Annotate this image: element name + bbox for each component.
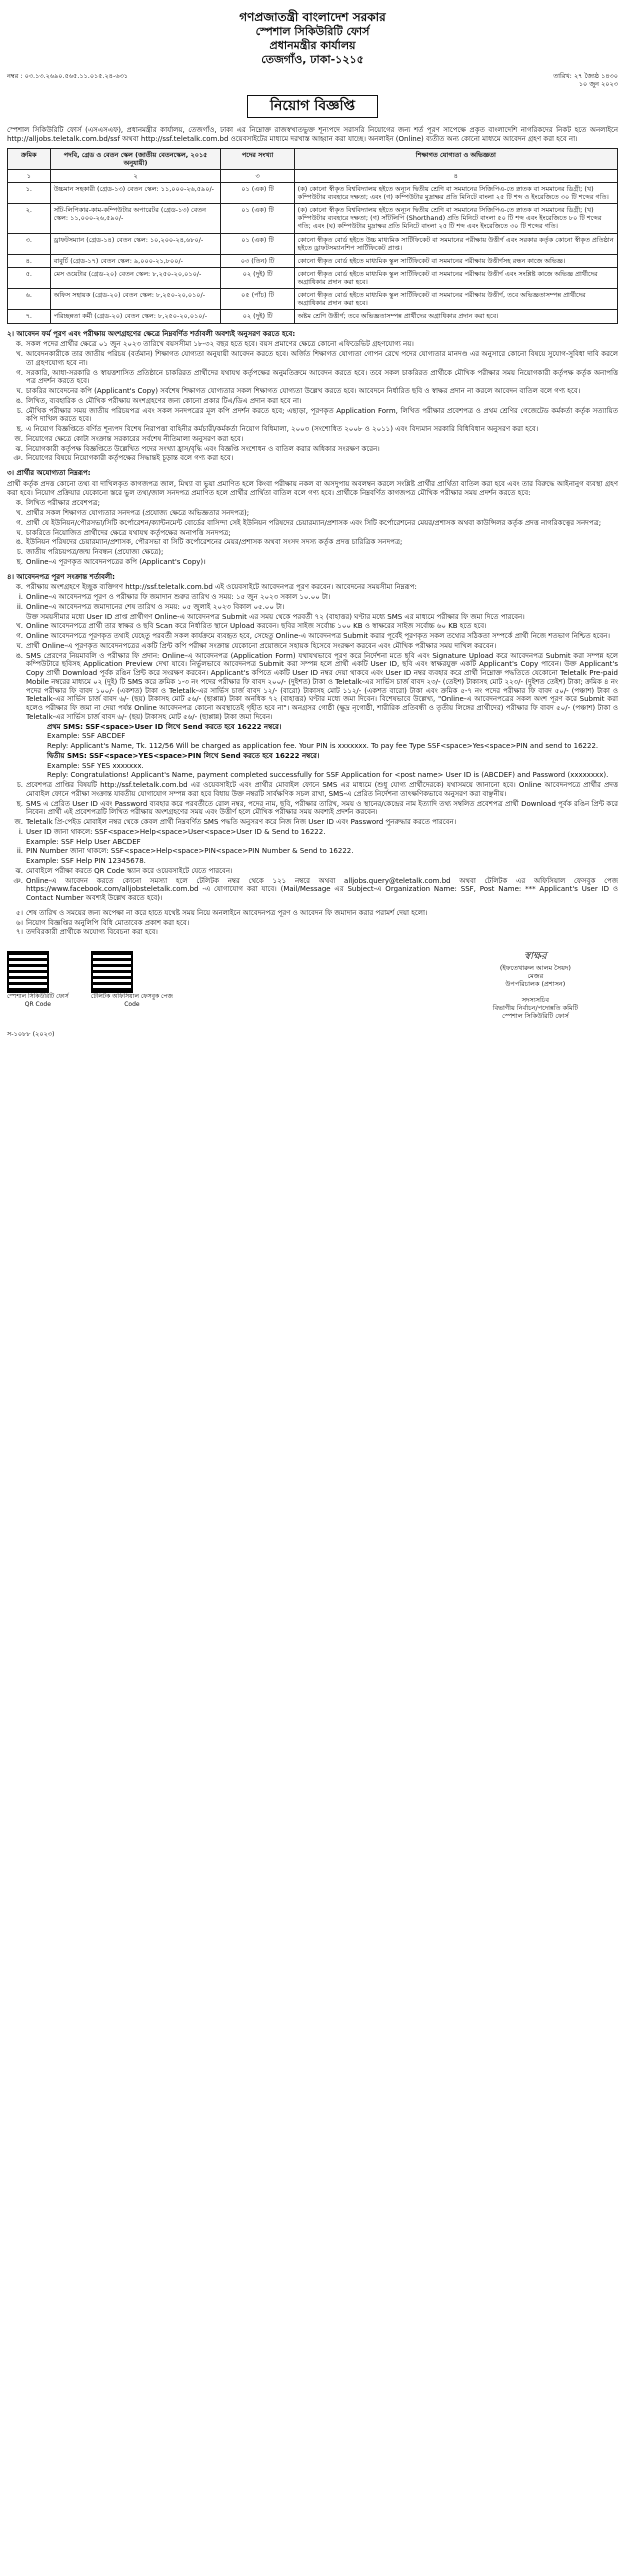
table-row bbox=[8, 310, 618, 323]
item-text: মৌখিক পরীক্ষার সময় জাতীয় পরিচয়পত্র এবং সকল সনদপত্রের মূল কপি প্রদর্শন করতে হবে; এছাড়া, পূরণকৃত Application Form, লিখিত পরীক্ষার প্রবেশপত্র ও প্রথম শ্রেণির গেজেটেড কর্মকর্তা কর্তৃক সত্যায়িত কপি দাখিল করতে হবে। bbox=[26, 406, 618, 424]
list-item bbox=[7, 632, 618, 641]
item-marker: i. bbox=[18, 827, 23, 836]
item-marker: ঘ. bbox=[16, 528, 23, 537]
post-cell: উচ্চমান সহকারী (গ্রেড-১৩) বেতন স্কেল: ১১,০০০-২৬,৫৯০/- bbox=[50, 182, 221, 203]
item-text: Online আবেদনপত্রে প্রার্থী তার স্বাক্ষর ও ছবি Scan করে নির্ধারিত স্থানে Upload করবেন। ছবির সাইজ সর্বোচ্চ ১০০ KB ও স্বাক্ষরের সাইজ সর্বোচ্চ ৬০ KB হতে হবে। bbox=[26, 622, 487, 631]
item-marker: ক. bbox=[15, 583, 23, 592]
notice-title: নিয়োগ বিজ্ঞপ্তি bbox=[247, 95, 378, 119]
item-marker: জ. bbox=[14, 818, 23, 826]
qr-caption: স্পেশাল সিকিউরিটি ফোর্স bbox=[7, 993, 69, 1000]
list-item bbox=[7, 340, 618, 349]
section-title: আবেদনপত্র পূরণ সংক্রান্ত শর্তাবলী: bbox=[16, 572, 115, 581]
signature-scribble: স্বাক্ষর bbox=[524, 951, 547, 962]
list-item bbox=[7, 583, 618, 592]
serial-cell: ৭. bbox=[8, 310, 51, 323]
serial-cell: ৬. bbox=[8, 289, 51, 310]
qr-codes bbox=[7, 951, 193, 1008]
qualification-cell: কোনো স্বীকৃত বোর্ড হইতে মাধ্যমিক স্কুল সার্টিফিকেট বা সমমানের পরীক্ষায় উত্তীর্ণসহ রন্ধন কাজে অভিজ্ঞ। bbox=[294, 254, 617, 267]
list-item bbox=[7, 867, 618, 876]
section-number: ৪। bbox=[7, 572, 15, 581]
item-text: Teletalk প্রি-পেইড মোবাইল নম্বর থেকে কেবল প্রার্থী নিম্নবর্ণিত SMS পদ্ধতি অনুসরণ করে নিজ নিজ User ID এবং Password পুনরুদ্ধার করতে পারবেন। bbox=[26, 818, 457, 826]
committee-name: বিভাগীয় নির্বাচন/পদোন্নতি কমিটি bbox=[492, 1004, 578, 1012]
list-item bbox=[7, 499, 618, 508]
col-header-count: পদের সংখ্যা bbox=[221, 148, 294, 169]
qr-block bbox=[91, 951, 173, 1008]
item-text: Online-এ আবেদনপত্র জমাদানের শেষ তারিখ ও সময়: ০৫ জুলাই ২০২৩ বিকাল ০৫.০০ টা। bbox=[26, 602, 285, 611]
list-item bbox=[7, 877, 618, 903]
list-item bbox=[7, 613, 618, 622]
section-3-heading bbox=[7, 469, 618, 478]
item-marker: ৭। bbox=[15, 928, 23, 937]
item-text: চাকরির আবেদনের কপি (Applicant's Copy) সর্বশেষ শিক্ষাগত যোগ্যতার সকল শিক্ষাগত যোগ্যতা উল্লেখ করতে হবে। আবেদনে নির্ধারিত ছবি ও স্বাক্ষর প্রদান না করলে আবেদন বাতিল বলে গণ্য হবে। bbox=[26, 387, 581, 395]
list-item bbox=[7, 435, 618, 444]
list-item bbox=[7, 847, 618, 856]
serial-cell: ৪. bbox=[8, 254, 51, 267]
list-item bbox=[7, 642, 618, 651]
item-marker: জ. bbox=[14, 434, 23, 443]
item-text: সরকারি, আধা-সরকারি ও স্বায়ত্তশাসিত প্রতিষ্ঠানে চাকরিরত প্রার্থীদের যথাযথ কর্তৃপক্ষের অনুমতিক্রমে আবেদন করতে হবে। তবে সকল চাকরিরত প্রার্থীকে মৌখিক পরীক্ষার সময় নিয়োগকারী কর্তৃপক্ষ কর্তৃক অনাপত্তি পত্র প্রদর্শন করতে হবে। bbox=[26, 368, 618, 386]
item-marker: ঘ. bbox=[16, 387, 23, 395]
list-item bbox=[7, 407, 618, 425]
sms-line: Example: SSF YES xxxxxxx. bbox=[47, 761, 144, 770]
item-marker: ঙ. bbox=[15, 651, 23, 660]
item-text: Example: SSF Help PIN 12345678. bbox=[26, 857, 146, 865]
item-text: চাকরিতে নিয়োজিত প্রার্থীদের ক্ষেত্রে যথাযথ কর্তৃপক্ষের অনাপত্তি সনদপত্র; bbox=[26, 528, 231, 537]
sms-instructions bbox=[7, 723, 618, 781]
item-text: নিয়োগকারী কর্তৃপক্ষ বিজ্ঞপ্তিতে উল্লেখিত পদের সংখ্যা হ্রাস/বৃদ্ধি এবং বিজ্ঞপ্তি সংশোধন ও বাতিল করার অধিকার সংরক্ষণ করেন। bbox=[26, 444, 380, 453]
post-cell: বাবুর্চি (গ্রেড-১৭) বেতন স্কেল: ৯,০০০-২১,৮০০/- bbox=[50, 254, 221, 267]
list-item bbox=[7, 818, 618, 827]
section-3 bbox=[7, 469, 618, 567]
qualification-cell: (ক) কোনো স্বীকৃত বিশ্ববিদ্যালয় হইতে অন্যূন দ্বিতীয় শ্রেণি বা সমমানের সিজিপিএ-তে স্নাতক বা সমমানের ডিগ্রী; (খ) কম্পিউটার ব্যবহারে দক্ষতা; (গ) সাঁটলিপি (Shorthand) প্রতি মিনিটে বাংলা ৫০ টি শব্দ এবং ইংরেজিতে ৮০ টি শব্দের গতি; এবং (ঘ) কম্পিউটার মুদ্রাক্ষর প্রতি মিনিটে বাংলা ২৫ টি শব্দ এবং ইংরেজিতে ৩০ টি শব্দের গতি। bbox=[294, 204, 617, 233]
item-marker: চ. bbox=[16, 406, 23, 415]
serial-cell: ৫. bbox=[8, 267, 51, 288]
count-cell: ০৫ (পাঁচ) টি bbox=[221, 289, 294, 310]
item-text: প্রার্থী যে ইউনিয়ন/পৌরসভা/সিটি কর্পোরেশন/ক্যান্টনমেন্ট বোর্ডের বাসিন্দা সেই ইউনিয়ন পরিষদের চেয়ারম্যান/প্রশাসক এবং সিটি কর্পোরেশনের মেয়র/প্রশাসক অথবা কাউন্সিলর কর্তৃক প্রদত্ত নাগরিকত্বের সনদপত্র; bbox=[26, 518, 602, 527]
item-text: এ নিয়োগ বিজ্ঞপ্তিতে বর্ণিত শূন্যপদ বিশেষ নিরাপত্তা বাহিনীর কর্মচারী/কর্মকর্তা নিয়োগ বিধিমালা, ২০০৩ (সংশোধিত ২০০৮ ও ২০১১) এবং বিদ্যমান সরকারি বিধিবিধান অনুসরণ করা হবে। bbox=[26, 425, 539, 433]
signatory-org: স্পেশাল সিকিউরিটি ফোর্স bbox=[501, 1012, 569, 1021]
item-marker: খ. bbox=[16, 509, 23, 517]
qualification-cell: কোনো স্বীকৃত বোর্ড হইতে মাধ্যমিক স্কুল সার্টিফিকেট বা সমমানের পরীক্ষায় উত্তীর্ণ এবং সংশ্লিষ্ট কাজে অভিজ্ঞ প্রার্থীদের অগ্রাধিকার প্রদান করা হবে। bbox=[294, 267, 617, 288]
column-number-row bbox=[8, 169, 618, 182]
item-text: Online-এ আবেদন করতে কোনো সমস্যা হলে টেলিটক নম্বর থেকে ১২১ নম্বরে অথবা alljobs.query@teletalk.com.bd অথবা টেলিটক এর অফিসিয়াল ফেসবুক পেজ https://www.facebook.com/alljobsteletalk.com.bd -এ যোগাযোগ করা যাবে। (Mail/Message এর Subject-এ Organization Name: SSF, Post Name: *** Applicant's User ID ও Contact Number অবশ্যই উল্লেখ করতে হবে)। bbox=[26, 876, 618, 902]
serial-cell: ৩. bbox=[8, 233, 51, 254]
list-item bbox=[7, 397, 618, 406]
item-marker: ক. bbox=[15, 499, 23, 508]
item-marker bbox=[7, 613, 23, 622]
list-item bbox=[7, 529, 618, 538]
col-header-serial: ক্রমিক bbox=[8, 148, 51, 169]
signature-block bbox=[493, 951, 578, 1020]
item-text: PIN Number জানা থাকলে: SSF<space>Help<space>PIN<space>PIN Number & Send to 16222. bbox=[26, 847, 354, 856]
list-item bbox=[7, 928, 618, 937]
item-marker: চ. bbox=[16, 548, 23, 556]
item-marker: খ. bbox=[16, 350, 23, 358]
section-number: ২। bbox=[7, 329, 15, 338]
item-marker: গ. bbox=[16, 632, 23, 640]
qualification-cell: (ক) কোনো স্বীকৃত বিশ্ববিদ্যালয় হইতে অন্যূন দ্বিতীয় শ্রেণি বা সমমানের সিজিপিএ-তে স্নাতক বা সমমানের ডিগ্রী; (খ) কম্পিউটার ব্যবহারে দক্ষতা; এবং (গ) কম্পিউটার মুদ্রাক্ষর প্রতি মিনিটে বাংলা ২৫ টি শব্দ ও ইংরেজিতে ৩০ টি শব্দের গতি। bbox=[294, 182, 617, 203]
sms-line: Example: SSF ABCDEF bbox=[47, 732, 126, 741]
footer-area bbox=[7, 951, 618, 1020]
col-number: ৩ bbox=[221, 169, 294, 182]
qr-block bbox=[7, 951, 69, 1008]
item-marker: গ. bbox=[16, 368, 23, 377]
post-cell: অফিস সহায়ক (গ্রেড-২০) বেতন স্কেল: ৮,২৫০-২০,০১০/- bbox=[50, 289, 221, 310]
post-cell: সাঁট-লিপিকার-কাম-কম্পিউটার অপারেটর (গ্রেড-১৩) বেতন স্কেল: ১১,০০০-২৬,৫৯০/- bbox=[50, 204, 221, 233]
table-row bbox=[8, 182, 618, 203]
signatory-role: উপপরিচালক (প্রশাসন) bbox=[505, 979, 566, 988]
item-text: Online-এ আবেদনপত্র পূরণ ও পরীক্ষার ফি জমাদান শুরুর তারিখ ও সময়: ১৫ জুন ২০২৩ সকাল ১০.০০ টা। bbox=[26, 593, 331, 601]
count-cell: ০১ (এক) টি bbox=[221, 233, 294, 254]
list-item bbox=[7, 919, 618, 928]
table-row bbox=[8, 267, 618, 288]
list-item bbox=[7, 548, 618, 557]
list-item bbox=[7, 781, 618, 799]
office-name: প্রধানমন্ত্রীর কার্যালয় bbox=[269, 38, 356, 52]
section-title: আবেদন ফর্ম পূরণ এবং পরীক্ষায় অংশগ্রহণের ক্ষেত্রে নিম্নবর্ণিত শর্তাবলী অবশ্যই অনুসরণ করতে হবে: bbox=[16, 329, 296, 338]
table-row bbox=[8, 254, 618, 267]
sms-line: Reply: Applicant's Name, Tk. 112/56 Will be charged as application fee. Your PIN is xxxxxxx. To pay fee Type SSF<space>Yes<space>PIN and send to 16222. bbox=[47, 742, 599, 750]
qr-code-icon[interactable] bbox=[91, 951, 133, 993]
item-text: Online-এ পূরণকৃত আবেদনপত্রের কপি (Applicant's Copy)। bbox=[26, 557, 206, 566]
list-item bbox=[7, 425, 618, 434]
publication-code: স-১০৮৮ (২০২৩) bbox=[7, 1030, 55, 1039]
list-item bbox=[7, 857, 618, 866]
item-marker: ঞ. bbox=[13, 876, 23, 885]
signatory-role2: সদস্যসচিব bbox=[521, 995, 549, 1004]
col-number: ২ bbox=[50, 169, 221, 182]
col-header-qualification: শিক্ষাগত যোগ্যতা ও অভিজ্ঞতা bbox=[294, 148, 617, 169]
item-text: শেষ তারিখ ও সময়ের জন্য অপেক্ষা না করে হাতে যথেষ্ট সময় নিয়ে অনলাইনে আবেদনপত্র পূরণ ও আবেদন ফি জমাদান করার পরামর্শ দেয়া হলো। bbox=[26, 908, 428, 917]
serial-cell: ২. bbox=[8, 204, 51, 233]
post-cell: ড্রাফটসম্যান (গ্রেড-১৪) বেতন স্কেল: ১০,২০০-২৪,৬৮০/- bbox=[50, 233, 221, 254]
section-3-paragraph: প্রার্থী কর্তৃক প্রদত্ত কোনো তথ্য বা দাখিলকৃত কাগজপত্র জাল, মিথ্যা বা ভুয়া প্রমাণিত হলে কিংবা পরীক্ষায় নকল বা অসদুপায় অবলম্বন করলে সংশ্লিষ্ট প্রার্থীর প্রার্থিতা বাতিল করা হবে এবং তার বিরুদ্ধে আইনানুগ ব্যবস্থা গ্রহণ করা হবে। নিয়োগ প্রক্রিয়ার যেকোনো স্তরে ভুল তথ্য/জাল সনদপত্র প্রমাণিত হলে প্রার্থীর প্রার্থিতা বাতিল বলে গণ্য হবে। প্রার্থীকে নিম্নবর্ণিত কাগজপত্র মৌখিক পরীক্ষার সময় প্রদর্শন করতে হবে: bbox=[7, 479, 618, 497]
item-text: প্রবেশপত্র প্রাপ্তির বিষয়টি http://ssf.teletalk.com.bd এর ওয়েবসাইটে এবং প্রার্থীর মোবাইল ফোনে SMS এর মাধ্যমে (শুধু যোগ্য প্রার্থীদেরকে) যথাসময়ে জানানো হবে। Online আবেদনপত্রে প্রার্থীর প্রদত্ত মোবাইল ফোনে পরীক্ষা সংক্রান্ত যাবতীয় যোগাযোগ সম্পন্ন করা হবে বিধায় উক্ত নম্বরটি সার্বক্ষণিক সচল রাখা, SMS-এ প্রেরিত নির্দেশনা তাৎক্ষণিকভাবে অনুসরণ করা বাঞ্ছনীয়। bbox=[26, 781, 618, 798]
letterhead bbox=[7, 10, 618, 66]
count-cell: ০২ (দুই) টি bbox=[221, 267, 294, 288]
item-marker: ছ. bbox=[16, 557, 23, 566]
section-2 bbox=[7, 330, 618, 464]
item-marker bbox=[7, 838, 23, 847]
section-4-heading bbox=[7, 573, 618, 582]
item-text: জাতীয় পরিচয়পত্র/জন্ম নিবন্ধন (প্রযোজ্য ক্ষেত্রে); bbox=[26, 548, 164, 556]
list-item bbox=[7, 593, 618, 602]
item-marker: i. bbox=[18, 593, 23, 601]
item-text: Online আবেদনপত্রে পূরণকৃত তথ্যই যেহেতু পরবর্তী সকল কার্যক্রমে ব্যবহৃত হবে, সেহেতু Online-এ আবেদনপত্র Submit করার পূর্বেই পূরণকৃত সকল তথ্যের সঠিকতা সম্পর্কে প্রার্থী নিজে শতভাগ নিশ্চিত হবেন। bbox=[26, 632, 610, 640]
item-text: ইউনিয়ন পরিষদের চেয়ারম্যান/প্রশাসক, পৌরসভা বা সিটি কর্পোরেশনের মেয়র/প্রশাসক অথবা সংসদ সদস্য কর্তৃক প্রদত্ত চারিত্রিক সনদপত্র; bbox=[26, 538, 403, 547]
qualification-cell: কোনো স্বীকৃত বোর্ড হইতে উচ্চ মাধ্যমিক সার্টিফিকেট বা সমমানের পরীক্ষায় উত্তীর্ণ এবং সরকার কর্তৃক কোনো স্বীকৃত প্রতিষ্ঠান হইতে ড্রাফটসম্যানশিপ সার্টিফিকেট প্রাপ্ত। bbox=[294, 233, 617, 254]
col-number: ৪ bbox=[294, 169, 617, 182]
list-item bbox=[7, 603, 618, 612]
list-item bbox=[7, 454, 618, 463]
list-item bbox=[7, 538, 618, 547]
table-row bbox=[8, 233, 618, 254]
sms-line: প্রথম SMS: SSF<space>User ID লিখে Send করতে হবে 16222 নম্বরে। bbox=[47, 722, 282, 731]
qualification-cell: অষ্টম শ্রেণি উত্তীর্ণ; তবে অভিজ্ঞতাসম্পন্ন প্রার্থীদের অগ্রাধিকার প্রদান করা হবে। bbox=[294, 310, 617, 323]
item-marker bbox=[7, 857, 23, 866]
item-text: উক্ত সময়সীমার মধ্যে User ID প্রাপ্ত প্রার্থীগণ Online-এ আবেদনপত্র Submit এর সময় থেকে পরবর্তী ৭২ (বাহাত্তর) ঘণ্টার মধ্যে SMS এর মাধ্যমে পরীক্ষার ফি জমা দিতে পারবেন। bbox=[26, 612, 525, 621]
item-text: সকল পদের প্রার্থীর ক্ষেত্রে ০১ জুন ২০২৩ তারিখে বয়সসীমা ১৮-৩২ বছর হতে হবে। বয়স প্রমাণের ক্ষেত্রে কোনো এফিডেভিট গ্রহণযোগ্য নয়। bbox=[26, 340, 414, 349]
item-text: নিয়োগের বিষয়ে নিয়োগকারী কর্তৃপক্ষের সিদ্ধান্তই চূড়ান্ত বলে গণ্য করা হবে। bbox=[26, 454, 234, 463]
date-english: ১০ জুন ২০২৩ bbox=[578, 80, 618, 89]
date-label: তারিখ: bbox=[553, 72, 572, 81]
page bbox=[7, 0, 618, 1038]
list-item bbox=[7, 800, 618, 818]
section-number: ৩। bbox=[7, 469, 15, 477]
list-item bbox=[7, 828, 618, 837]
item-marker: ঞ. bbox=[13, 454, 23, 463]
count-cell: ০৩ (তিন) টি bbox=[221, 254, 294, 267]
list-item bbox=[7, 369, 618, 387]
list-item bbox=[7, 652, 618, 722]
count-cell: ০২ (দুই) টি bbox=[221, 310, 294, 323]
item-marker: ঘ. bbox=[16, 641, 23, 650]
item-marker: ক. bbox=[15, 340, 23, 349]
item-marker: ii. bbox=[16, 602, 23, 611]
list-item bbox=[7, 558, 618, 567]
date-bangla: ২৭ জ্যৈষ্ঠ ১৪৩০ bbox=[573, 72, 618, 81]
item-marker: গ. bbox=[16, 518, 23, 527]
count-cell: ০১ (এক) টি bbox=[221, 182, 294, 203]
item-text: SMS এ প্রেরিত User ID এবং Password ব্যবহার করে পরবর্তীতে রোল নম্বর, পদের নাম, ছবি, পরীক্ষার তারিখ, সময় ও স্থানের/কেন্দ্রের নাম ইত্যাদি তথ্য সম্বলিত প্রবেশপত্র প্রার্থী Download পূর্বক রঙিন প্রিন্ট করে নিবেন। প্রার্থী এই প্রবেশপত্রটি লিখিত পরীক্ষায় অংশগ্রহণের সময় এবং উত্তীর্ণ হলে মৌখিক পরীক্ষার সময় অবশ্যই প্রদর্শন করবেন। bbox=[26, 799, 618, 817]
date-block bbox=[553, 72, 618, 88]
sms-line: Reply: Congratulations! Applicant's Name, payment completed successfully for SSF Application for <post name> User ID is (ABCDEF) and Password (xxxxxxxx). bbox=[47, 771, 609, 780]
item-marker: ছ. bbox=[16, 425, 23, 433]
list-item bbox=[7, 445, 618, 454]
post-cell: মেস ওয়েটার (গ্রেড-২০) বেতন স্কেল: ৮,২৫০-২০,০১০/- bbox=[50, 267, 221, 288]
intro-paragraph: স্পেশাল সিকিউরিটি ফোর্স (এসএসএফ), প্রধানমন্ত্রীর কার্যালয়, তেজগাঁও, ঢাকা এর নিম্নোক্ত রাজস্বখাতভুক্ত শূন্যপদে সরাসরি নিয়োগের জন্য শর্ত পূরণ সাপেক্ষে প্রকৃত বাংলাদেশি নাগরিকদের নিকট হতে অনলাইনে http://alljobs.teletalk.com.bd/ssf অথবা http://ssf.teletalk.com.bd ওয়েবসাইটের মাধ্যমে দরখাস্ত আহ্বান করা যাচ্ছে। অনলাইন (Online) ব্যতীত অন্য কোনো মাধ্যমে আবেদন গ্রহণ করা হবে না। bbox=[7, 126, 618, 143]
item-text: নিয়োগের ক্ষেত্রে কোটা সংক্রান্ত সরকারের সর্বশেষ নীতিমালা অনুসরণ করা হবে। bbox=[26, 434, 244, 443]
list-item bbox=[7, 350, 618, 368]
post-cell: পরিচ্ছন্নতা কর্মী (গ্রেড-২০) বেতন স্কেল: ৮,২৫০-২০,০১০/- bbox=[50, 310, 221, 323]
item-marker: ঙ. bbox=[15, 396, 23, 405]
item-text: লিখিত পরীক্ষার প্রবেশপত্র; bbox=[26, 499, 101, 508]
signatory-name: (ইফতেখারুল আলম সৈয়দ) bbox=[499, 963, 571, 972]
qr-caption: Code bbox=[124, 1000, 140, 1008]
item-marker: ঙ. bbox=[15, 538, 23, 547]
item-marker: ঝ. bbox=[15, 444, 23, 453]
item-marker: খ. bbox=[16, 622, 23, 631]
list-item bbox=[7, 622, 618, 631]
vacancy-table bbox=[7, 148, 618, 324]
address: তেজগাঁও, ঢাকা-১২১৫ bbox=[261, 52, 364, 66]
item-marker: ঝ. bbox=[15, 866, 23, 875]
reference-row bbox=[7, 72, 618, 88]
list-item bbox=[7, 519, 618, 528]
count-cell: ০১ (এক) টি bbox=[221, 204, 294, 233]
list-item bbox=[7, 838, 618, 847]
section-4 bbox=[7, 573, 618, 903]
item-text: পরীক্ষায় অংশগ্রহণে ইচ্ছুক ব্যক্তিগণ http://ssf.teletalk.com.bd এই ওয়েবসাইটে আবেদনপত্র পূরণ করবেন। আবেদনের সময়সীমা নিম্নরূপ: bbox=[26, 583, 417, 592]
item-text: SMS প্রেরণের নিয়মাবলি ও পরীক্ষার ফি প্রদান: Online-এ আবেদনপত্র (Application Form) যথাযথভাবে পূরণ করে নির্দেশনা মতে ছবি এবং Signature Upload করে আবেদনপত্র Submit করা সম্পন্ন হলে কম্পিউটারে ছবিসহ Application Preview দেখা যাবে। নির্ভুলভাবে আবেদনপত্র Submit করা সম্পন্ন হলে প্রার্থী একটি User ID, ছবি এবং স্বাক্ষরযুক্ত একটি Applicant's Copy পাবেন। উক্ত Applicant's Copy প্রার্থী Download পূর্বক রঙিন প্রিন্ট করে সংরক্ষণ করবেন। Applicant's কপিতে একটি User ID নম্বর দেয়া থাকবে এবং User ID নম্বর ব্যবহার করে প্রার্থী নিম্নোক্ত পদ্ধতিতে যেকোনো Teletalk Pre-paid Mobile নম্বরের মাধ্যমে ০২ (দুই) টি SMS করে ক্রমিক ১-৩ নং পদের পরীক্ষার ফি বাবদ ২০০/- (দুইশত) টাকা ও Teletalk-এর সার্ভিস চার্জ বাবদ ২৩/- (তেইশ) টাকাসহ মোট ২২৩/- (দুইশত তেইশ) টাকা; ক্রমিক ৪ নং পদের পরীক্ষার ফি বাবদ ১০০/- (একশত) টাকা ও Teletalk-এর সার্ভিস চার্জ বাবদ ১২/- (বারো) টাকাসহ মোট ১১২/- (একশত বারো) টাকা এবং ক্রমিক ৫-৭ নং পদের পরীক্ষার ফি বাবদ ৫০/- (পঞ্চাশ) টাকা ও Teletalk-এর সার্ভিস চার্জ বাবদ ৬/- (ছয়) টাকাসহ মোট ৫৬/- (ছাপ্পান্ন) টাকা অনধিক ৭২ (বাহাত্তর) ঘণ্টার মধ্যে জমা দিবেন। বিশেষভাবে উল্লেখ্য, "Online-এ আবেদনপত্রের সকল অংশ পূরণ করে Submit করা হলেও পরীক্ষার ফি জমা না দেয়া পর্যন্ত Online আবেদনপত্র কোনো অবস্থাতেই গৃহীত হবে না"। অনগ্রসর গোষ্ঠী (ক্ষুদ্র নৃগোষ্ঠী, শারীরিক প্রতিবন্ধী ও তৃতীয় লিঙ্গের প্রার্থীদের) পরীক্ষার ফি বাবদ ৫০/- (পঞ্চাশ) টাকা ও Teletalk-এর সার্ভিস চার্জ বাবদ ৬/- (ছয়) টাকাসহ মোট ৫৬/- (ছাপ্পান্ন) টাকা জমা দিবেন। bbox=[26, 651, 618, 721]
sms-line: দ্বিতীয় SMS: SSF<space>YES<space>PIN লিখে Send করতে হবে 16222 নম্বরে। bbox=[47, 751, 320, 760]
item-marker: ৬। bbox=[15, 918, 23, 927]
col-header-post: পদবি, গ্রেড ও বেতন স্কেল (জাতীয় বেতনস্কেল, ২০১৫ অনুযায়ী) bbox=[50, 148, 221, 169]
col-number: ১ bbox=[8, 169, 51, 182]
table-row bbox=[8, 204, 618, 233]
item-text: নিয়োগ বিজ্ঞপ্তির অনুলিপি বিধি মোতাবেক প্রকাশ করা হবে। bbox=[26, 918, 190, 927]
item-marker: ii. bbox=[16, 847, 23, 856]
list-item bbox=[7, 387, 618, 396]
item-text: প্রার্থীর সকল শিক্ষাগত যোগ্যতার সনদপত্র (প্রযোজ্য ক্ষেত্রে অভিজ্ঞতার সনদপত্র); bbox=[26, 509, 250, 517]
memo-number: নম্বর : ০৩.১৩.২৬৯০.৫৬৫.১১.০১৫.২৪-৬৩১ bbox=[7, 72, 129, 81]
list-item bbox=[7, 909, 618, 918]
table-header-row bbox=[8, 148, 618, 169]
section-title: প্রার্থীর অযোগ্যতা নিম্নরূপ: bbox=[16, 469, 91, 477]
item-text: তদবিরকারী প্রার্থীকে অযোগ্য বিবেচনা করা হবে। bbox=[26, 928, 158, 937]
org-name: স্পেশাল সিকিউরিটি ফোর্স bbox=[255, 25, 370, 38]
item-text: Example: SSF Help User ABCDEF bbox=[26, 837, 141, 846]
serial-cell: ১. bbox=[8, 182, 51, 203]
qr-caption: টেলিটক অফিসিয়াল ফেসবুক পেজ bbox=[90, 993, 173, 1000]
item-text: মোবাইলে পরীক্ষা করতে QR Code স্ক্যান করে ওয়েবসাইটে যেতে পারবেন। bbox=[26, 866, 233, 875]
qr-code-icon[interactable] bbox=[7, 951, 49, 993]
qualification-cell: কোনো স্বীকৃত বোর্ড হইতে মাধ্যমিক স্কুল সার্টিফিকেট বা সমমানের পরীক্ষায় উত্তীর্ণ, তবে অভিজ্ঞতাসম্পন্ন প্রার্থীদের অগ্রাধিকার প্রদান করা হবে। bbox=[294, 289, 617, 310]
list-item bbox=[7, 509, 618, 518]
signatory-rank: মেজর bbox=[527, 971, 544, 980]
item-text: লিখিত, ব্যবহারিক ও মৌখিক পরীক্ষায় অংশগ্রহণের জন্য কোনো প্রকার টিএ/ডিএ প্রদান করা হবে না। bbox=[26, 396, 302, 405]
item-text: প্রার্থী Online-এ পূরণকৃত আবেদনপত্রের একটি প্রিন্ট কপি পরীক্ষা সংক্রান্ত যেকোনো প্রয়োজনে সহায়ক হিসেবে সংরক্ষণ করবেন এবং মৌখিক পরীক্ষার সময় দাখিল করবেন। bbox=[26, 641, 497, 650]
section-2-heading bbox=[7, 330, 618, 339]
item-marker: ছ. bbox=[16, 799, 23, 808]
item-marker: চ. bbox=[16, 781, 23, 789]
item-text: User ID জানা থাকলে: SSF<space>Help<space>User<space>User ID & Send to 16222. bbox=[26, 827, 326, 836]
table-row bbox=[8, 289, 618, 310]
gov-name: গণপ্রজাতন্ত্রী বাংলাদেশ সরকার bbox=[239, 10, 386, 24]
item-marker: ৫। bbox=[15, 908, 23, 917]
item-text: আবেদনকারীকে তার জাতীয় পরিচয় (বর্তমান) শিক্ষাগত যোগ্যতা অনুযায়ী আবেদন করতে হবে। অর্জিত শিক্ষাগত যোগ্যতা গোপন রেখে পদের যোগ্যতার মানদণ্ড এর অনুসারে কোনো বিষয়ে সুযোগ-সুবিধা দাবি করলে তা গ্রহণযোগ্য হবে না। bbox=[26, 350, 618, 367]
qr-caption: QR Code bbox=[24, 1000, 51, 1008]
closing-section bbox=[7, 909, 618, 937]
